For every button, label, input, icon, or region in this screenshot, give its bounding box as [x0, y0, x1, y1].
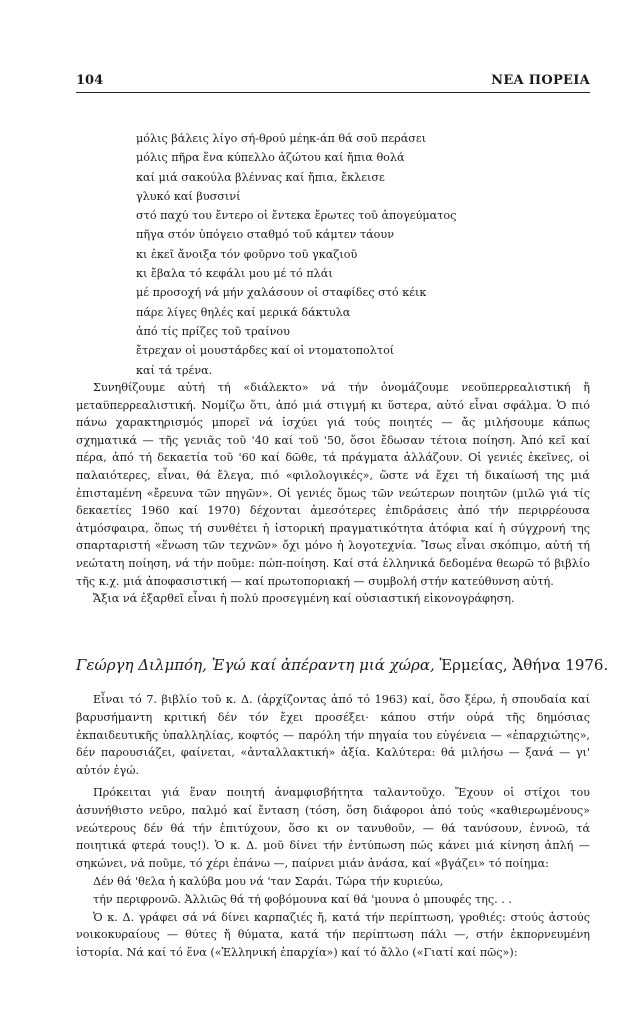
body-paragraph: Ἄξια νά ἐξαρθεῖ εἶναι ἡ πολύ προσεγμένη καί οὐσιαστική εἰκονογράφηση. — [93, 592, 515, 606]
poem-line: ἔτρεχαν οἱ μουστάρδες καί οἱ ντοματοπολτοί — [136, 344, 395, 358]
header-rule — [76, 92, 590, 93]
review-publisher: Ἑρμείας, Ἀθήνα 1976. — [439, 656, 609, 674]
poem-line: πάρε λίγες θηλές καί μερικά δάκτυλα — [136, 305, 351, 319]
commentary-body — [76, 379, 590, 608]
poem-line: μόλις βάλεις λίγο σή-θρού μέηκ-άπ θά σοῦ περάσει — [136, 132, 427, 145]
poem-line: μέ προσοχή νά μήν χαλάσουν οἱ σταφίδες στό κέικ — [136, 286, 427, 300]
running-title: ΝΕΑ ΠΟΡΕΙΑ — [491, 73, 590, 88]
page-number: 104 — [76, 73, 104, 88]
poem-line: στό παχύ του ἔντερο οἱ ἔντεκα ἔρωτες τοῦ ἀπογεύματος — [136, 209, 457, 223]
quoted-verse-line: Δέν θά 'θελα ἡ καλύβα μου νά 'ταν Σαράι. Τώρα τήν κυριεύω, — [93, 874, 444, 888]
page-header — [76, 73, 590, 91]
poem-line: κι ἔβαλα τό κεφάλι μου μέ τό πλάι — [136, 267, 333, 281]
body-paragraph: Εἶναι τό 7. βιβλίο τοῦ κ. Δ. (ἀρχίζοντας ἀπό τό 1963) καί, ὅσο ξέρω, ἡ σπουδαία καί βαρυσήμαντη κριτική δέν τόν ἔχει προσέξει· κάπου στήν οὐρά τῆς δημόσιας ἐκπαιδευτικῆς ὑπαλληλίας, κοφτός — παρόλη τήν πηγαία του εὐγένεια — «ἐπαρχιώτης», δέν παρουσιάζει, φαίνεται, «ἀνταλλακτική» ἀξία. Καλύτερα: θά μιλήσω — ξανά — γι' αὐτόν ἐγώ. — [76, 693, 590, 778]
poem-line: καί τά τρένα. — [136, 363, 213, 377]
review-book-title: Ἐγώ καί ἀπέραντη μιά χώρα, — [211, 656, 435, 674]
review-author: Γεώργη Διλμπόη, — [76, 656, 207, 674]
body-paragraph: Πρόκειται γιά ἕναν ποιητή ἀναμφισβήτητα ταλαντοῦχο. Ἔχουν οἱ στίχοι του ἀσυνήθιστο νεῦρο, παλμό καί ἔνταση (τόση, ὅση διάφοροι ἀπό τούς «καθιερωμένους» νεώτερους δέν θά τήν ἐπιτύχουν, ὅσο κι ον τανυθοῦν, — θά τανύσουν, ἐννοῶ, τά ποιητικά φτερά τους!). Ὁ κ. Δ. μοῦ δίνει τήν ἐντύπωση πώς κάνει μιά κίνηση ἁπλή — σηκώνει, νά ποῦμε, τό χέρι ἐπάνω —, παίρνει μιάν ἀνάσα, καί «βγάζει» τό ποίημα: — [76, 785, 590, 871]
poem-line: μόλις πῆρα ἕνα κύπελλο ἀζώτου καί ἤπια θολά — [136, 151, 405, 165]
poem-line: κι ἐκεῖ ἄνοιξα τόν φοῦρνο τοῦ γκαζιοῦ — [136, 247, 358, 261]
body-paragraph: Συνηθίζουμε αὐτή τή «διάλεκτο» νά τήν ὀνομάζουμε νεοϋπερρεαλιστική ἤ μεταϋπερρεαλιστική. Νομίζω ὅτι, ἀπό μιά στιγμή κι ὕστερα, αὐτό εἶναι σφάλμα. Ὁ πιό πάνω χαρακτηρισμός μπορεῖ νά ἰσχύει γιά τούς ποιητές — ἄς μιλήσουμε κάπως σχηματικά — τῆς γενιᾶς τοῦ '40 καί τοῦ '50, ὅσοι ἔδωσαν τέτοια ποίηση. Ἀπό κεῖ καί πέρα, ἀπό τή δεκαετία τοῦ '60 καί δῶθε, τά πράγματα ἀλλάζουν. Οἱ γενιές ἐκεῖνες, οἱ παλαιότερες, εἶναι, θά ἔλεγα, πιό «φιλολογικές», ὥστε νά ἔχει τή δικαίωσή της μιά ἐπισταμένη «ἔρευνα τῶν πηγῶν». Οἱ γενιές ὅμως τῶν νεώτερων ποιητῶν (μιλῶ γιά τίς δεκαετίες 1960 καί 1970) δέχονται ἀμεσότερες ἐπιδράσεις ἀπό τήν περιρρέουσα ἀτμόσφαιρα, ὅπως τή συνθέτει ἡ ἱστορική πραγματικότητα ἀτόφια καί ἡ σύγχρονή της σπαρταριστή «ἕνωση τῶν τεχνῶν» ὄχι μόνο ἡ λογοτεχνία. Ἴσως εἶναι σκόπιμο, αὐτή τή νεώτατη ποίηση, νά τήν ποῦμε: πώπ-ποίηση. Καί στά ἑλληνικά δεδομένα θεωρῶ τό βιβλίο τῆς κ.χ. μιά ἀποφασιστική — καί πρωτοποριακή — συμβολή στήν κατεύθυνση αὐτή. — [76, 381, 590, 588]
review-body — [76, 691, 590, 962]
review-heading — [76, 656, 609, 674]
poem-line: γλυκό καί βυσσινί — [136, 189, 241, 203]
quoted-verse-line: τήν περιφρονῶ. Ἀλλιῶς θά τή φοβόμουνα καί θά 'μουνα ὁ μπουφές της. . . — [93, 892, 512, 906]
poem-excerpt — [136, 129, 596, 380]
poem-line: ἀπό τίς πρίζες τοῦ τραίνου — [136, 324, 290, 338]
body-paragraph: Ὁ κ. Δ. γράφει σά νά δίνει καρπαζιές ἤ, κατά τήν περίπτωση, γροθιές: στούς ἀστούς νοικοκυραίους — θύτες ἤ θύματα, κατά τήν περίπτωση πάλι —, στήν ἐκπορνευμένη ἱστορία. Νά καί τό ἕνα («Ἑλληνική ἐπαρχία») καί τό ἄλλο («Γιατί καί πῶς»): — [76, 910, 590, 960]
poem-line: πῆγα στόν ὑπόγειο σταθμό τοῦ κάμτεν τάουν — [136, 228, 395, 242]
poem-line: καί μιά σακούλα βλέννας καί ἤπια, ἔκλεισε — [136, 170, 385, 184]
